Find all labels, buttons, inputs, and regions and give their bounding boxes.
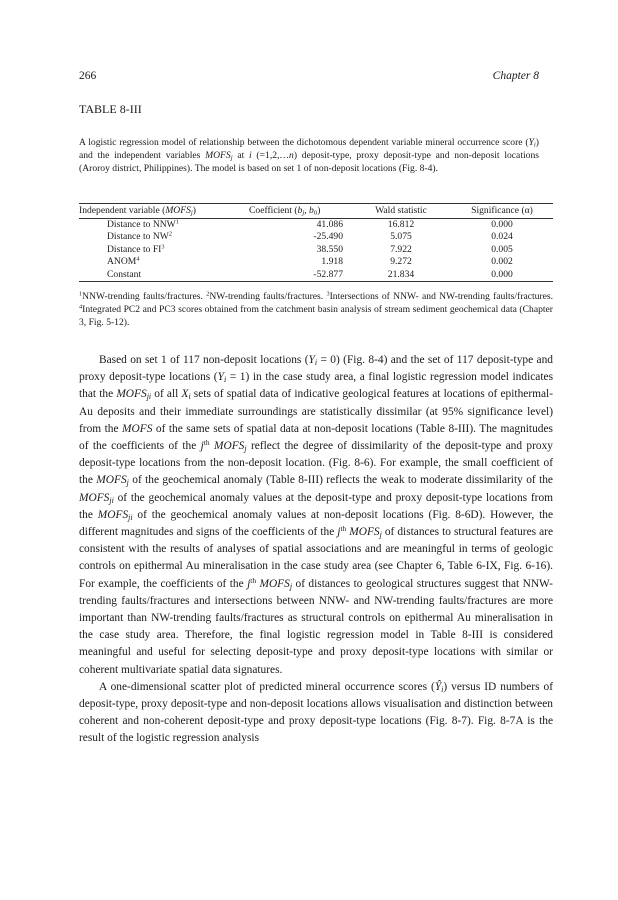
- row-variable: Constant: [79, 269, 249, 282]
- row-wald: 5.075: [390, 231, 412, 242]
- table-row: [79, 269, 553, 282]
- paragraph: A one-dimensional scatter plot of predicted mineral occurrence scores $(Ŷ_i)$ versus ID numbers of deposit-type, proxy deposit-type and non-deposit locations allows visualisation and distinction between coherent and non-coherent deposit-type and proxy deposit-type locations (Fig. 8-7). Fig. 8-7A is the result of the logistic regression analysis: [79, 680, 554, 745]
- table-caption: A logistic regression model of relationship between the dichotomous dependent variable mineral occurrence score $(Y_i)$ and the independent variables $MOFS_j$ at i (=1,2,…n) deposit-type, proxy deposit-type and non-deposit locations (Aroroy district, Philippines). The model is based on set 1 of non-deposit locations (Fig. 8-4).: [79, 137, 539, 174]
- table-row: [79, 256, 553, 269]
- regression-table: [79, 203, 553, 282]
- row-significance: 0.000: [491, 218, 513, 230]
- row-coefficient: -52.877: [249, 269, 351, 282]
- row-significance: 0.005: [491, 243, 513, 255]
- row-wald: 16.812: [387, 218, 415, 230]
- table-label: TABLE 8-III: [79, 102, 142, 116]
- row-significance: 0.024: [491, 231, 513, 242]
- header-wald-statistic: Wald statistic: [351, 204, 451, 219]
- page-number: 266: [79, 70, 97, 82]
- row-wald: 7.922: [390, 243, 412, 255]
- row-coefficient: -25.490: [313, 231, 343, 242]
- row-variable: ANOM$^4$: [107, 255, 140, 267]
- table-row: [79, 244, 553, 257]
- row-wald: 9.272: [390, 256, 412, 267]
- header-independent-variable: Independent variable $(MOFS_j)$: [79, 204, 249, 219]
- row-wald: 21.834: [351, 269, 451, 282]
- table-row: [79, 231, 553, 244]
- page-header: [79, 70, 539, 86]
- row-significance: 0.000: [451, 269, 553, 282]
- chapter-title: Chapter 8: [492, 70, 539, 82]
- row-coefficient: 41.086: [316, 218, 343, 230]
- header-coefficient: Coefficient ($b_j$, $b_0$): [249, 204, 351, 219]
- table-row: [79, 218, 553, 231]
- table-header-row: [79, 204, 553, 219]
- body-text: [79, 352, 553, 748]
- row-variable: Distance to $FI^3$: [107, 243, 165, 255]
- row-variable: Distance to $NW^2$: [107, 230, 172, 242]
- row-significance: 0.002: [491, 256, 513, 267]
- row-variable: Distance to NNW$^1$: [107, 218, 179, 230]
- paragraph: Based on set 1 of 117 non-deposit locations $(Y_i = 0)$ (Fig. 8-4) and the set of 117 deposit-type and proxy deposit-type locations $(Y_i = 1)$ in the case study area, a final logistic regression model indicates that the $MOFS_{ji}$ of all $X_i$ sets of spatial data of indicative geological features at locations of epithermal-Au deposits and their immediate surroundings are statistically dissimilar (at 95% significance level) from the MOFS of the same sets of spatial data at non-deposit locations (Table 8-III). The magnitudes of the coefficients of the $j^{th}$ $MOFS_j$ reflect the degree of dissimilarity of the deposit-type and proxy deposit-type locations from the non-deposit location. (Fig. 8-6). For example, the small coefficient of the $MOFS_j$ of the geochemical anomaly (Table 8-III) reflects the weak to moderate dissimilarity of the $MOFS_{ji}$ of the geochemical anomaly values at the deposit-type and proxy deposit-type locations from the $MOFS_{ji}$ of the geochemical anomaly values at non-deposit locations (Fig. 8-6D). However, the different magnitudes and signs of the coefficients of the $j^{th}$ $MOFS_j$ of distances to structural features are consistent with the results of analyses of spatial associations and are meaningful in terms of geologic controls on epithermal Au mineralisation in the case study area (see Chapter 6, Table 6-IX, Fig. 6-16). For example, the coefficients of the $j^{th}$ $MOFS_j$ of distances to geological structures suggest that NNW-trending faults/fractures and intersections between NNW- and NW-trending faults/fractures are more important than NW-trending faults/fractures as structural controls on epithermal Au mineralisation in the case study area. Therefore, the final logistic regression model in Table 8-III is considered meaningful and useful for selecting deposit-type and proxy deposit-type locations with similar or coherent multivariate spatial data signatures.: [79, 354, 554, 676]
- table-footnote: $^1$NNW-trending faults/fractures. $^2$NW-trending faults/fractures. $^3$Intersections of NNW- and NW-trending faults/fractures. $^4$Integrated PC2 and PC3 scores obtained from the catchment basin analysis of stream sediment geochemical data (Chapter 3, Fig. 5-12).: [79, 290, 554, 328]
- row-coefficient: 38.550: [316, 243, 343, 255]
- row-coefficient: 1.918: [321, 256, 343, 267]
- header-significance: Significance (α): [451, 204, 553, 219]
